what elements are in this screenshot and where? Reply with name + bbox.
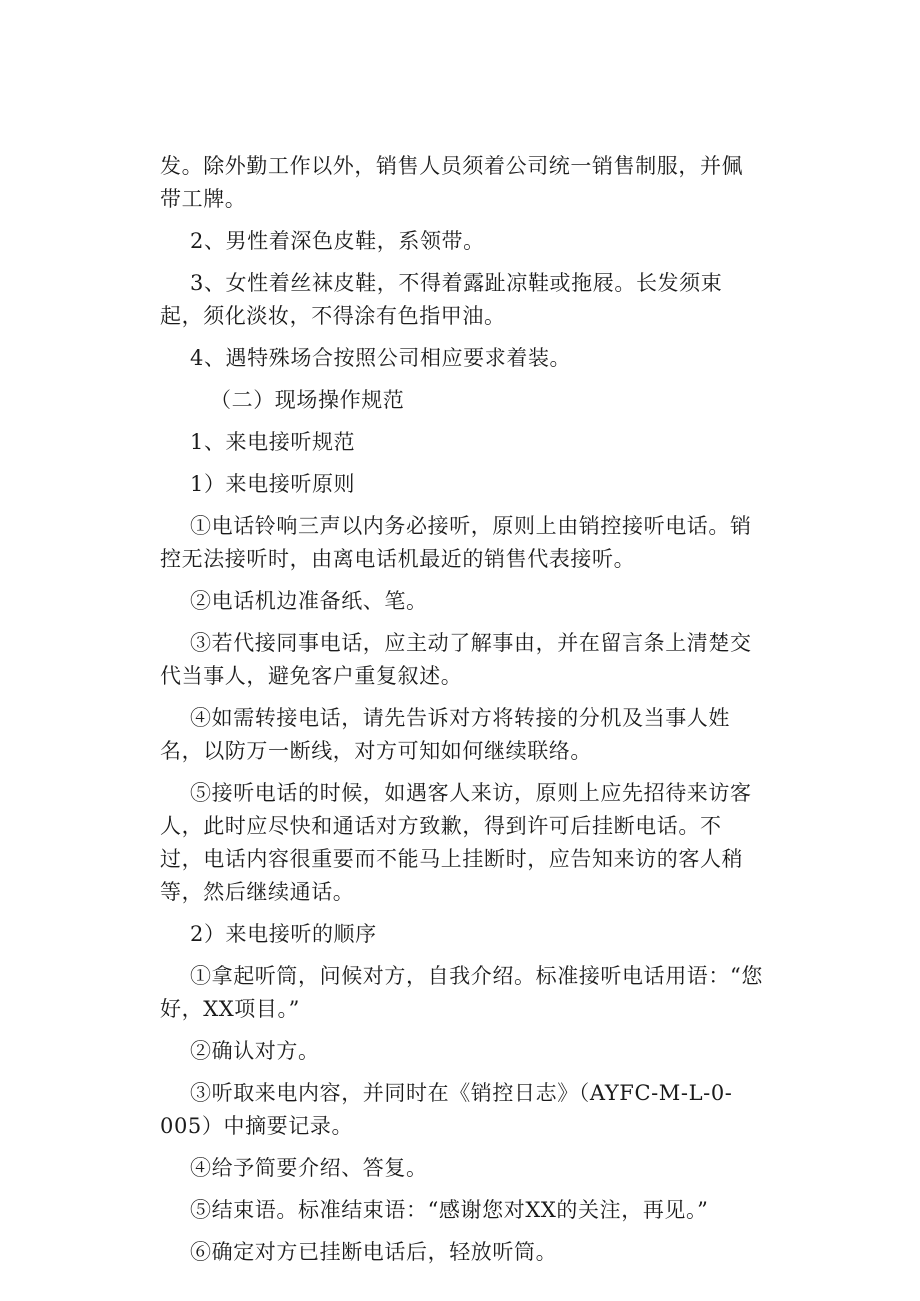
- paragraph-order-2: ②确认对方。: [190, 1039, 320, 1063]
- paragraph-principle-5: ⑤接听电话的时候，如遇客人来访，原则上应先招待来访客人，此时应尽快和通话对方致歉，得到许可后挂断电话。不过，电话内容很重要而不能马上挂断时，应告知来访的客人稍等，然后继续通话。: [160, 781, 752, 904]
- paragraph-order-3: ③听取来电内容，并同时在《销控日志》（AYFC-M-L-0-005）中摘要记录。: [160, 1081, 733, 1138]
- section-heading-site-operations: （二）现场操作规范: [210, 388, 405, 412]
- paragraph-order-4: ④给予简要介绍、答复。: [190, 1156, 428, 1180]
- paragraph-order-6: ⑥确定对方已挂断电话后，轻放听筒。: [190, 1240, 558, 1264]
- paragraph-order-1: ①拿起听筒，问候对方，自我介绍。标准接听电话用语：“您好，XX项目。”: [160, 964, 763, 1021]
- subheading-answering-order: 2）来电接听的顺序: [190, 922, 377, 946]
- document-body: [160, 150, 764, 1278]
- paragraph-order-5: ⑤结束语。标准结束语：“感谢您对XX的关注，再见。”: [190, 1198, 709, 1222]
- subheading-call-answering: 1、来电接听规范: [190, 430, 356, 454]
- paragraph-1: 发。除外勤工作以外，销售人员须着公司统一销售制服，并佩带工牌。: [160, 154, 744, 211]
- paragraph-2: 2、男性着深色皮鞋，系领带。: [190, 229, 485, 253]
- subheading-answering-principles: 1）来电接听原则: [190, 472, 356, 496]
- paragraph-4: 4、遇特殊场合按照公司相应要求着装。: [190, 346, 572, 370]
- paragraph-principle-3: ③若代接同事电话，应主动了解事由，并在留言条上清楚交代当事人，避免客户重复叙述。: [160, 631, 752, 688]
- paragraph-principle-2: ②电话机边准备纸、笔。: [190, 589, 428, 613]
- paragraph-principle-1: ①电话铃响三声以内务必接听，原则上由销控接听电话。销控无法接听时，由离电话机最近的销售代表接听。: [160, 514, 752, 571]
- paragraph-principle-4: ④如需转接电话，请先告诉对方将转接的分机及当事人姓名，以防万一断线，对方可知如何继续联络。: [160, 706, 730, 763]
- paragraph-3: 3、女性着丝袜皮鞋，不得着露趾凉鞋或拖屐。长发须束起，须化淡妆，不得涂有色指甲油。: [160, 271, 723, 328]
